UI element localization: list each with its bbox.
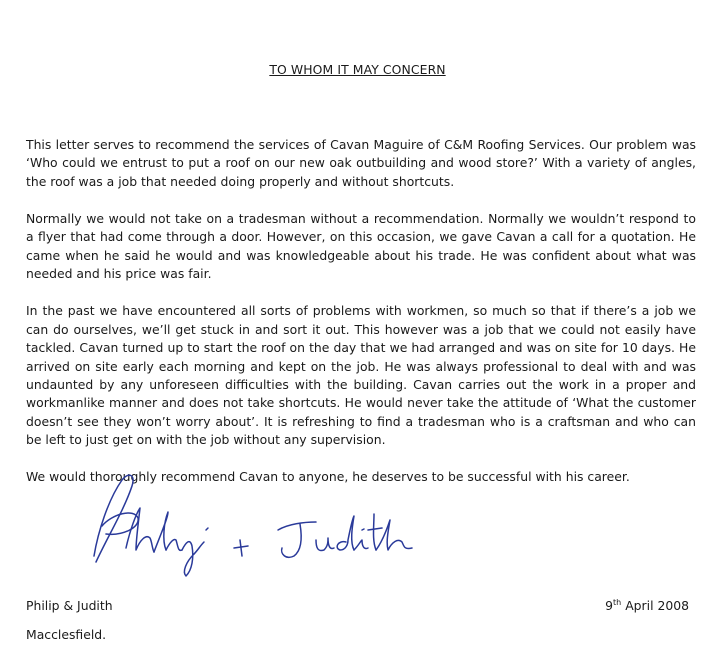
handwritten-signature bbox=[82, 470, 422, 580]
paragraph-1: This letter serves to recommend the services of Cavan Maguire of C&M Roofing Services. Our problem was ‘Who could we entrust to put a roof on our new oak outbuilding and wood store?’ With a variety of angles, the roof was a job that needed doing properly and without shortcuts. bbox=[26, 137, 696, 189]
paragraph-2: Normally we would not take on a tradesman without a recommendation. Normally we wouldn’t respond to a flyer that had come through a door. However, on this occasion, we gave Cavan a call for a quotation. He came when he said he would and was knowledgeable about his trade. He was confident about what was needed and his price was fair. bbox=[26, 211, 696, 282]
signature-drawing bbox=[82, 470, 422, 580]
paragraph-4: We would thoroughly recommend Cavan to anyone, he deserves to be successful with his career. bbox=[26, 469, 630, 485]
letter-body bbox=[26, 136, 696, 487]
paragraph-3: In the past we have encountered all sorts of problems with workmen, so much so that if there’s a job we can do ourselves, we’ll get stuck in and sort it out. This however was a job that we could not easily have tackled. Cavan turned up to start the roof on the day that we had arranged and was on site for 10 days. He arrived on site early each morning and kept on the job. He was always professional to deal with and was undaunted by any unforeseen difficulties with the building. Cavan carries out the work in a proper and workmanlike manner and does not take shortcuts. He would never take the attitude of ‘What the customer doesn’t see they won’t worry about’. It is refreshing to find a tradesman who is a craftsman and who can be left to just get on with the job without any supervision. bbox=[26, 303, 696, 448]
date-month-year: April 2008 bbox=[621, 598, 689, 613]
date-suffix: th bbox=[613, 598, 622, 607]
letter-date bbox=[605, 598, 689, 613]
letter-title: TO WHOM IT MAY CONCERN bbox=[269, 62, 446, 77]
date-day: 9 bbox=[605, 598, 614, 613]
signatory-name: Philip & Judith bbox=[26, 598, 113, 613]
signatory-place: Macclesfield. bbox=[26, 627, 107, 642]
